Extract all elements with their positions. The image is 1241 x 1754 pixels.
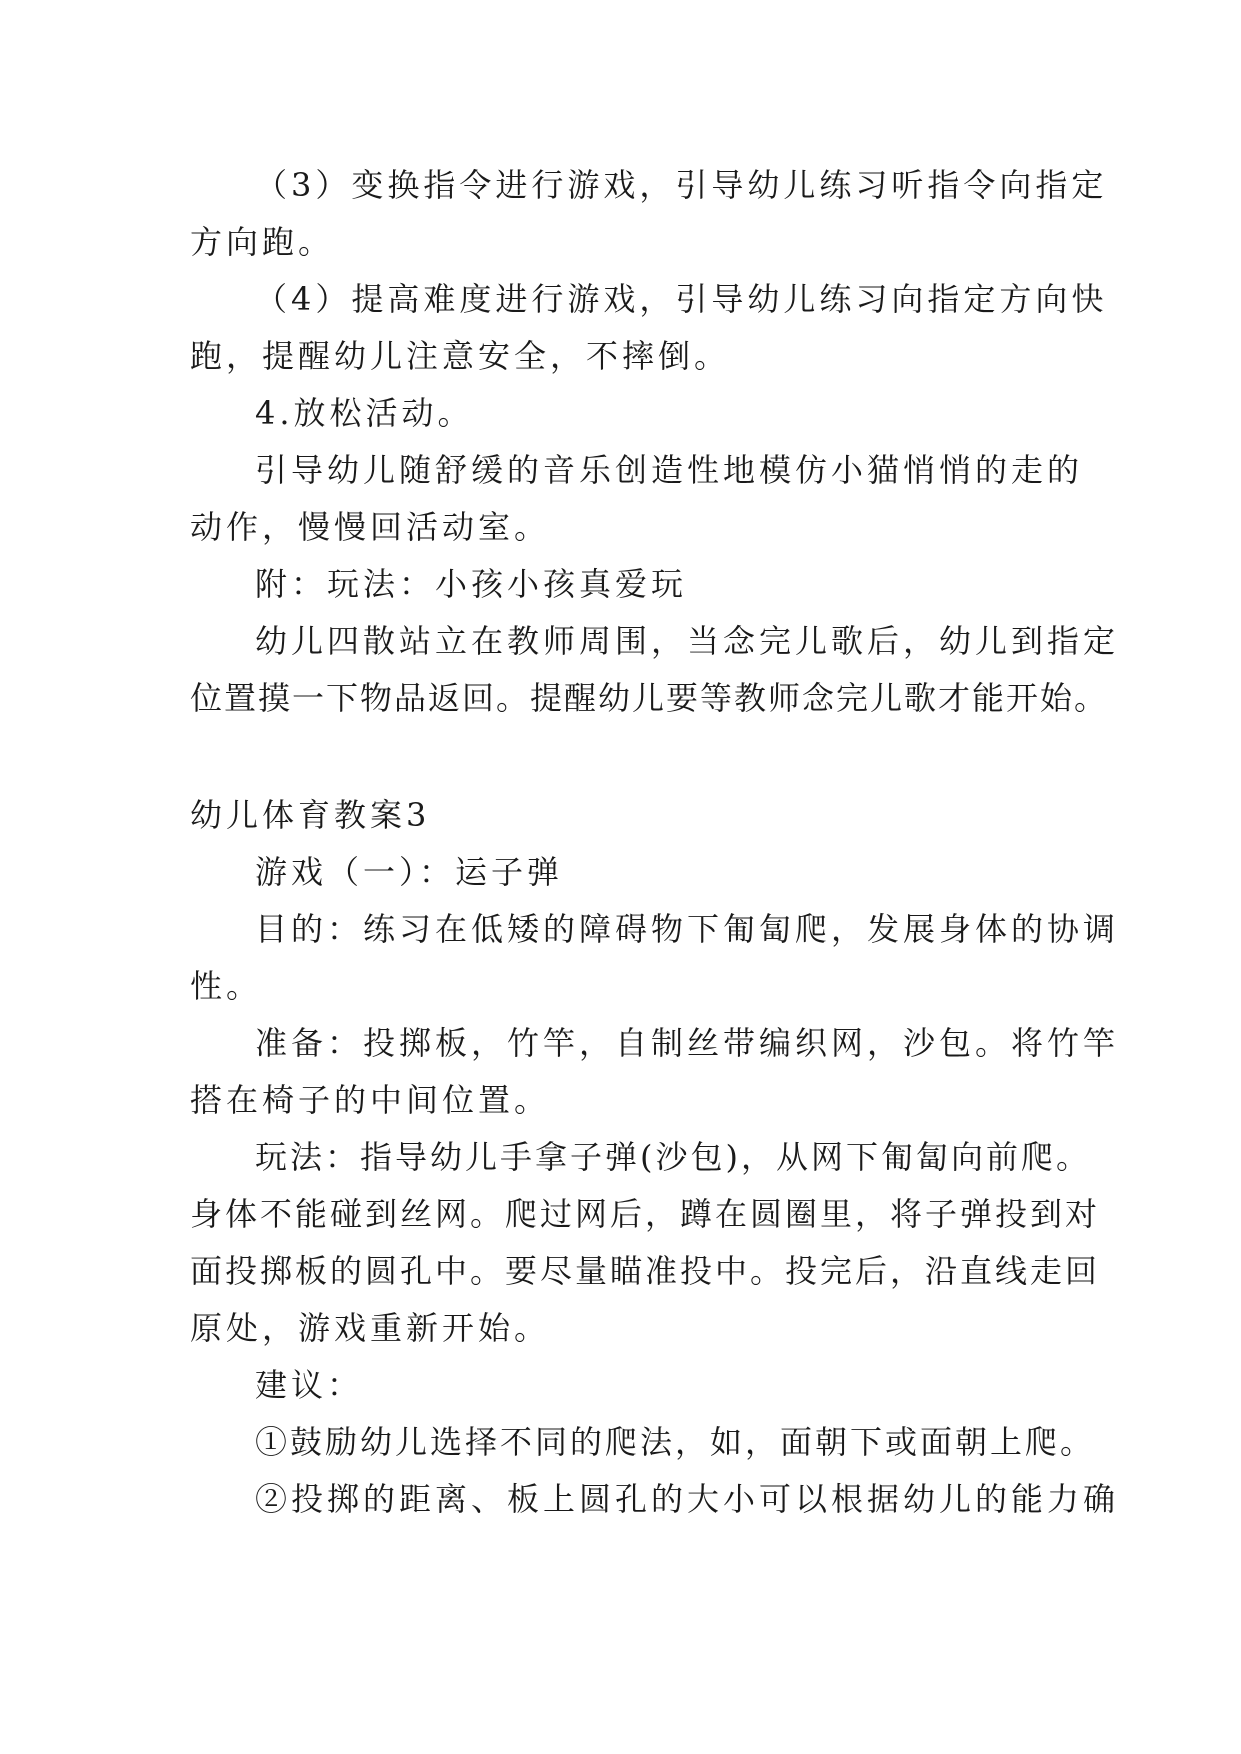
- list-item: ①鼓励幼儿选择不同的爬法，如，面朝下或面朝上爬。: [255, 1423, 1096, 1461]
- list-item: ②投掷的距离、板上圆孔的大小可以根据幼儿的能力确: [255, 1480, 1120, 1518]
- section-heading: 4.放松活动。: [255, 394, 474, 432]
- paragraph-line: 动作，慢慢回活动室。: [190, 508, 551, 546]
- paragraph-line: 身体不能碰到丝网。爬过网后，蹲在圆圈里，将子弹投到对: [190, 1195, 1101, 1233]
- paragraph-line: 幼儿四散站立在教师周围，当念完儿歌后，幼儿到指定: [255, 622, 1120, 660]
- paragraph-line: 搭在椅子的中间位置。: [190, 1081, 551, 1119]
- paragraph-line: 原处，游戏重新开始。: [190, 1309, 551, 1347]
- section-heading: 建议：: [255, 1366, 364, 1404]
- paragraph-line: 玩法：指导幼儿手拿子弹(沙包)，从网下匍匐向前爬。: [255, 1138, 1091, 1176]
- paragraph-line: 附：玩法：小孩小孩真爱玩: [255, 565, 688, 603]
- paragraph-line: 目的：练习在低矮的障碍物下匍匐爬，发展身体的协调: [255, 910, 1120, 948]
- paragraph-line: 方向跑。: [190, 223, 335, 261]
- section-heading: 游戏（一）：运子弹: [255, 853, 564, 891]
- paragraph-line: 准备：投掷板，竹竿，自制丝带编织网，沙包。将竹竿: [255, 1024, 1120, 1062]
- paragraph-line: 性。: [190, 967, 263, 1005]
- document-title: 幼儿体育教案3: [190, 796, 431, 834]
- paragraph-line: 引导幼儿随舒缓的音乐创造性地模仿小猫悄悄的走的: [255, 451, 1084, 489]
- paragraph-line: （4）提高难度进行游戏，引导幼儿练习向指定方向快: [255, 280, 1108, 318]
- paragraph-line: 位置摸一下物品返回。提醒幼儿要等教师念完儿歌才能开始。: [190, 679, 1109, 717]
- paragraph-line: 面投掷板的圆孔中。要尽量瞄准投中。投完后，沿直线走回: [190, 1252, 1101, 1290]
- paragraph-line: 跑，提醒幼儿注意安全，不摔倒。: [190, 337, 731, 375]
- paragraph-line: （3）变换指令进行游戏，引导幼儿练习听指令向指定: [255, 166, 1108, 204]
